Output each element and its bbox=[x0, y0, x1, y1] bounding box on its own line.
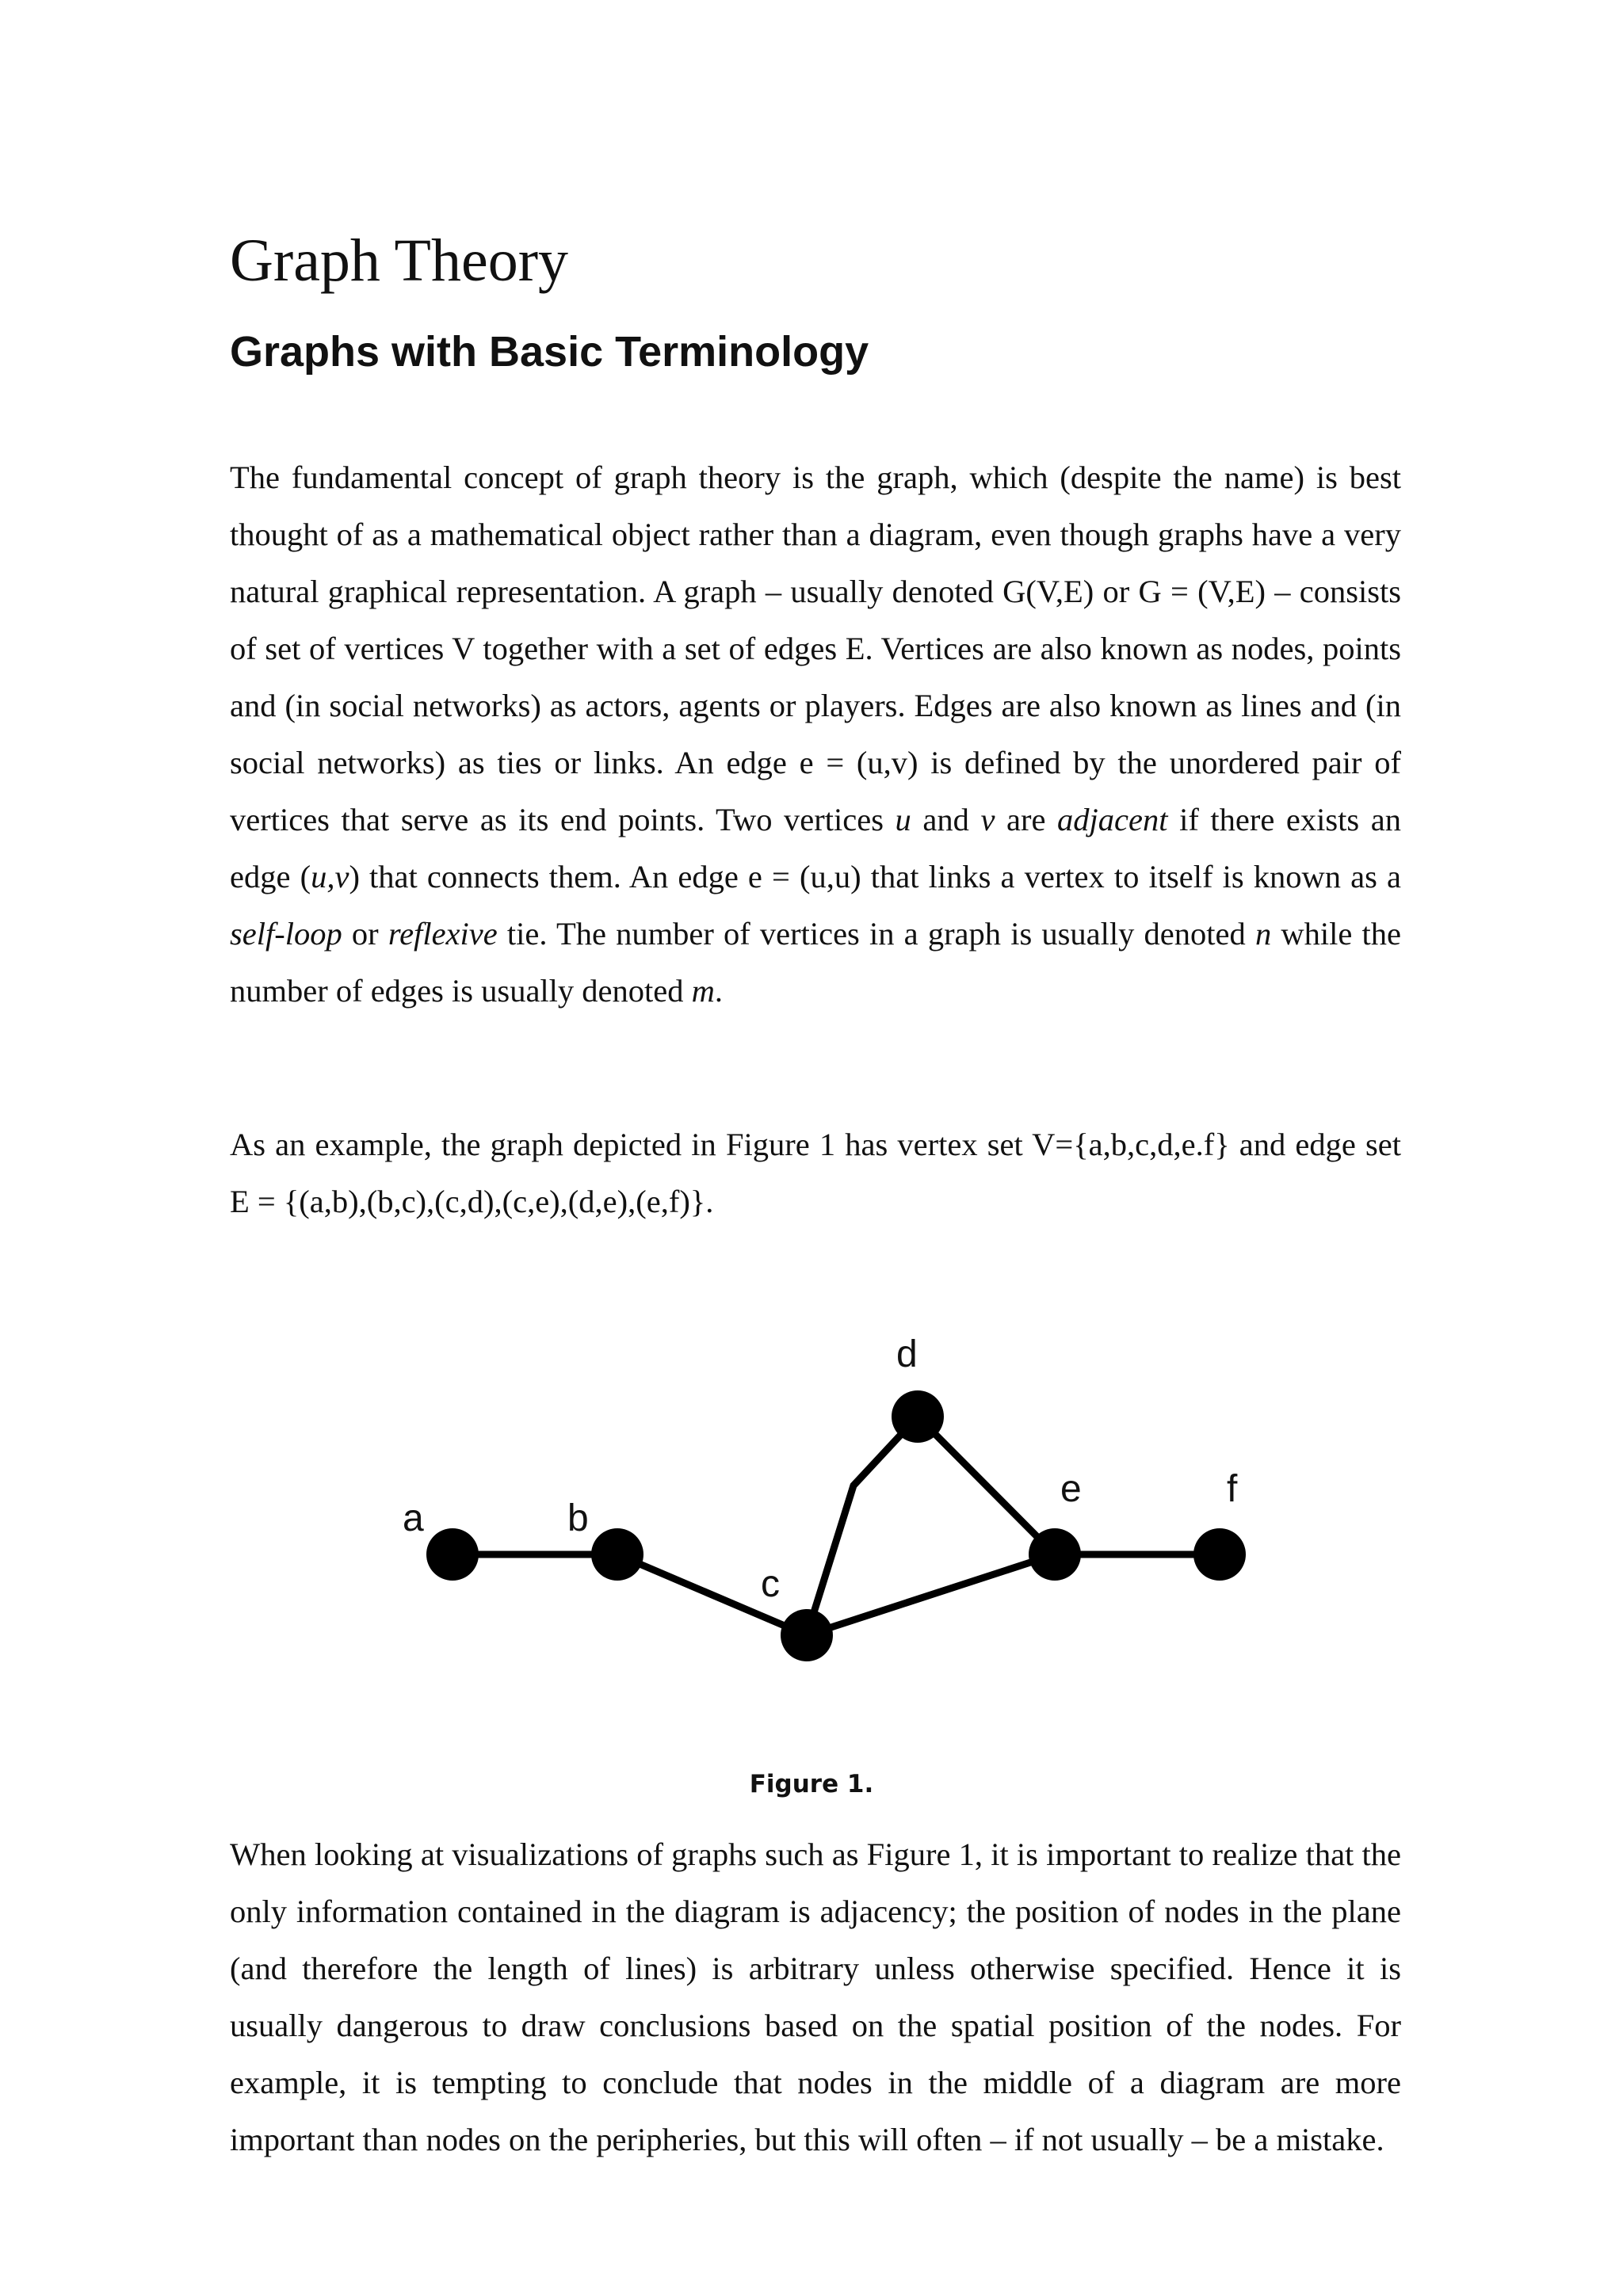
text-run: . bbox=[714, 973, 723, 1009]
graph-node-labels bbox=[403, 1333, 1238, 1605]
italic-term: u,v bbox=[311, 859, 349, 894]
text-run: and bbox=[911, 802, 981, 837]
edge-c-e bbox=[807, 1554, 1055, 1635]
node-label-d: d bbox=[896, 1333, 918, 1375]
section-heading: Graphs with Basic Terminology bbox=[230, 328, 869, 376]
paragraph-example: As an example, the graph depicted in Figure 1 has vertex set V={a,b,c,d,e.f} and edge set E = {(a,b),(b,c),(c,d),(c,e),(d,e),(e,f)}. bbox=[230, 1127, 1401, 1219]
text-run: if there exists an edge ( bbox=[230, 802, 1401, 894]
italic-term: n bbox=[1254, 916, 1272, 952]
node-label-e: e bbox=[1060, 1468, 1082, 1510]
node-c bbox=[781, 1609, 833, 1661]
node-label-f: f bbox=[1227, 1468, 1238, 1510]
node-label-c: c bbox=[761, 1563, 780, 1605]
text-run: or bbox=[342, 916, 388, 952]
italic-term: v bbox=[980, 802, 995, 837]
node-a bbox=[426, 1528, 479, 1581]
node-label-b: b bbox=[567, 1497, 589, 1539]
text-run: tie. The number of vertices in a graph is usually denoted bbox=[497, 916, 1255, 952]
node-d bbox=[892, 1390, 944, 1443]
figure-caption: Figure 1. bbox=[749, 1770, 874, 1798]
node-f bbox=[1193, 1528, 1246, 1581]
text-run: The fundamental concept of graph theory is the graph, which (despite the name) is best thought of as a mathematical object rather than a diagram, even though graphs have a very natural graphical representation. A graph – usually denoted G(V,E) or G = (V,E) – consists of set of vertices V together with a set of edges E. Vertices are also known as nodes, points and (in social networks) as actors, agents or players. Edges are also known as lines and (in social networks) as ties or links. An edge e = (u,v) is defined by the unordered pair of vertices that serve as its end points. Two vertices bbox=[230, 460, 1401, 837]
text-run: ) that connects them. An edge e = (u,u) that links a vertex to itself is known as a bbox=[349, 859, 1401, 894]
graph-diagram bbox=[0, 1315, 1623, 1727]
text-run: while the number of edges is usually denoted bbox=[230, 916, 1401, 1009]
page-title: Graph Theory bbox=[230, 227, 569, 294]
italic-term: m bbox=[691, 973, 715, 1009]
italic-term: u bbox=[895, 802, 911, 837]
paragraph-visualization-note: When looking at visualizations of graphs such as Figure 1, it is important to realize that the only information contained in the diagram is adjacency; the position of nodes in the plane (and therefore the length of lines) is arbitrary unless otherwise specified. Hence it is usually dangerous to draw conclusions based on the spatial position of the nodes. For example, it is tempting to conclude that nodes in the middle of a diagram are more important than nodes on the peripheries, but this will often – if not usually – be a mistake. bbox=[230, 1836, 1401, 2157]
italic-term: self-loop bbox=[230, 916, 342, 952]
text-run: are bbox=[995, 802, 1058, 837]
node-b bbox=[591, 1528, 643, 1581]
edge-d-e bbox=[918, 1417, 1055, 1554]
node-e bbox=[1029, 1528, 1081, 1581]
figure-1-graph bbox=[0, 1315, 1623, 1727]
graph-nodes bbox=[426, 1390, 1246, 1661]
italic-term: adjacent bbox=[1057, 802, 1168, 837]
node-label-a: a bbox=[403, 1497, 424, 1539]
paragraph-definition bbox=[230, 449, 1401, 1020]
italic-term: reflexive bbox=[388, 916, 498, 952]
